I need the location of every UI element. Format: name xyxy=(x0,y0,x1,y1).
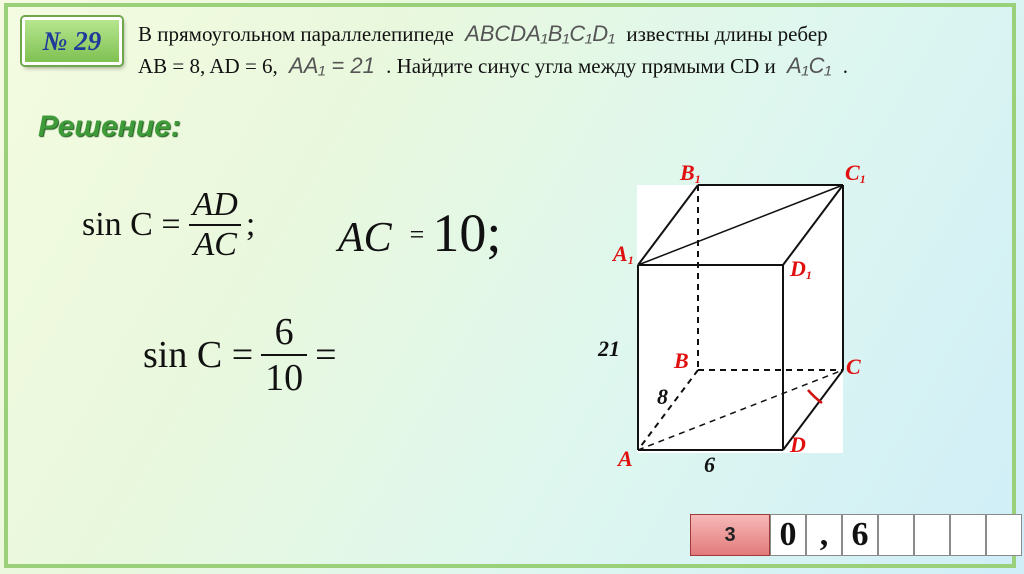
problem-text-1: В прямоугольном параллелепипеде xyxy=(138,22,454,46)
solution-title: Решение: xyxy=(38,110,181,143)
answer-cell-4[interactable] xyxy=(878,514,914,556)
problem-text-5: . xyxy=(842,54,848,78)
problem-text-4: . Найдите синус угла между прямыми CD и xyxy=(386,54,776,78)
label-B1: B1 xyxy=(680,160,701,186)
box-name: ABCDA₁B₁C₁D₁ xyxy=(465,21,616,46)
problem-number: № 29 xyxy=(42,25,102,56)
formula2-lhs: AC xyxy=(338,215,392,261)
label-C: C xyxy=(846,354,861,379)
formula1-lhs: sin C = xyxy=(82,206,181,243)
formula3-numerator: 6 xyxy=(274,311,294,353)
answer-cell-3[interactable]: 6 xyxy=(842,514,878,556)
answer-cell-7[interactable] xyxy=(986,514,1022,556)
label-B: B xyxy=(674,348,689,373)
answer-cell-2[interactable]: , xyxy=(806,514,842,556)
line-name: A₁C₁ xyxy=(787,53,832,78)
formula2-equals: = xyxy=(409,220,425,249)
formula2-value: 10; xyxy=(432,203,502,263)
problem-text-2: известны длины ребер xyxy=(626,22,828,46)
formula1-separator: ; xyxy=(245,206,256,243)
label-C1: C1 xyxy=(845,160,866,186)
formula3-equals: = xyxy=(315,334,337,376)
formula1-numerator: AD xyxy=(192,186,238,223)
edge-equation: AA₁ = 21 xyxy=(289,53,375,78)
formula3-denominator: 10 xyxy=(261,354,307,400)
answer-label-button[interactable]: 3 xyxy=(690,514,770,556)
edge-length-height: 21 xyxy=(598,336,620,361)
label-D1: D1 xyxy=(790,256,812,282)
label-D: D xyxy=(790,432,806,457)
answer-cell-6[interactable] xyxy=(950,514,986,556)
problem-text-3: AB = 8, AD = 6, xyxy=(138,54,278,78)
answer-cell-1[interactable]: 0 xyxy=(770,514,806,556)
label-A1: A1 xyxy=(613,241,634,267)
formula3-lhs: sin C = xyxy=(143,334,254,376)
label-A: A xyxy=(618,446,633,471)
answer-cell-5[interactable] xyxy=(914,514,950,556)
edge-length-depth: 8 xyxy=(657,384,668,409)
edge-length-width: 6 xyxy=(704,452,715,477)
formula1-denominator: AC xyxy=(189,224,240,264)
answer-bar xyxy=(690,513,1022,557)
